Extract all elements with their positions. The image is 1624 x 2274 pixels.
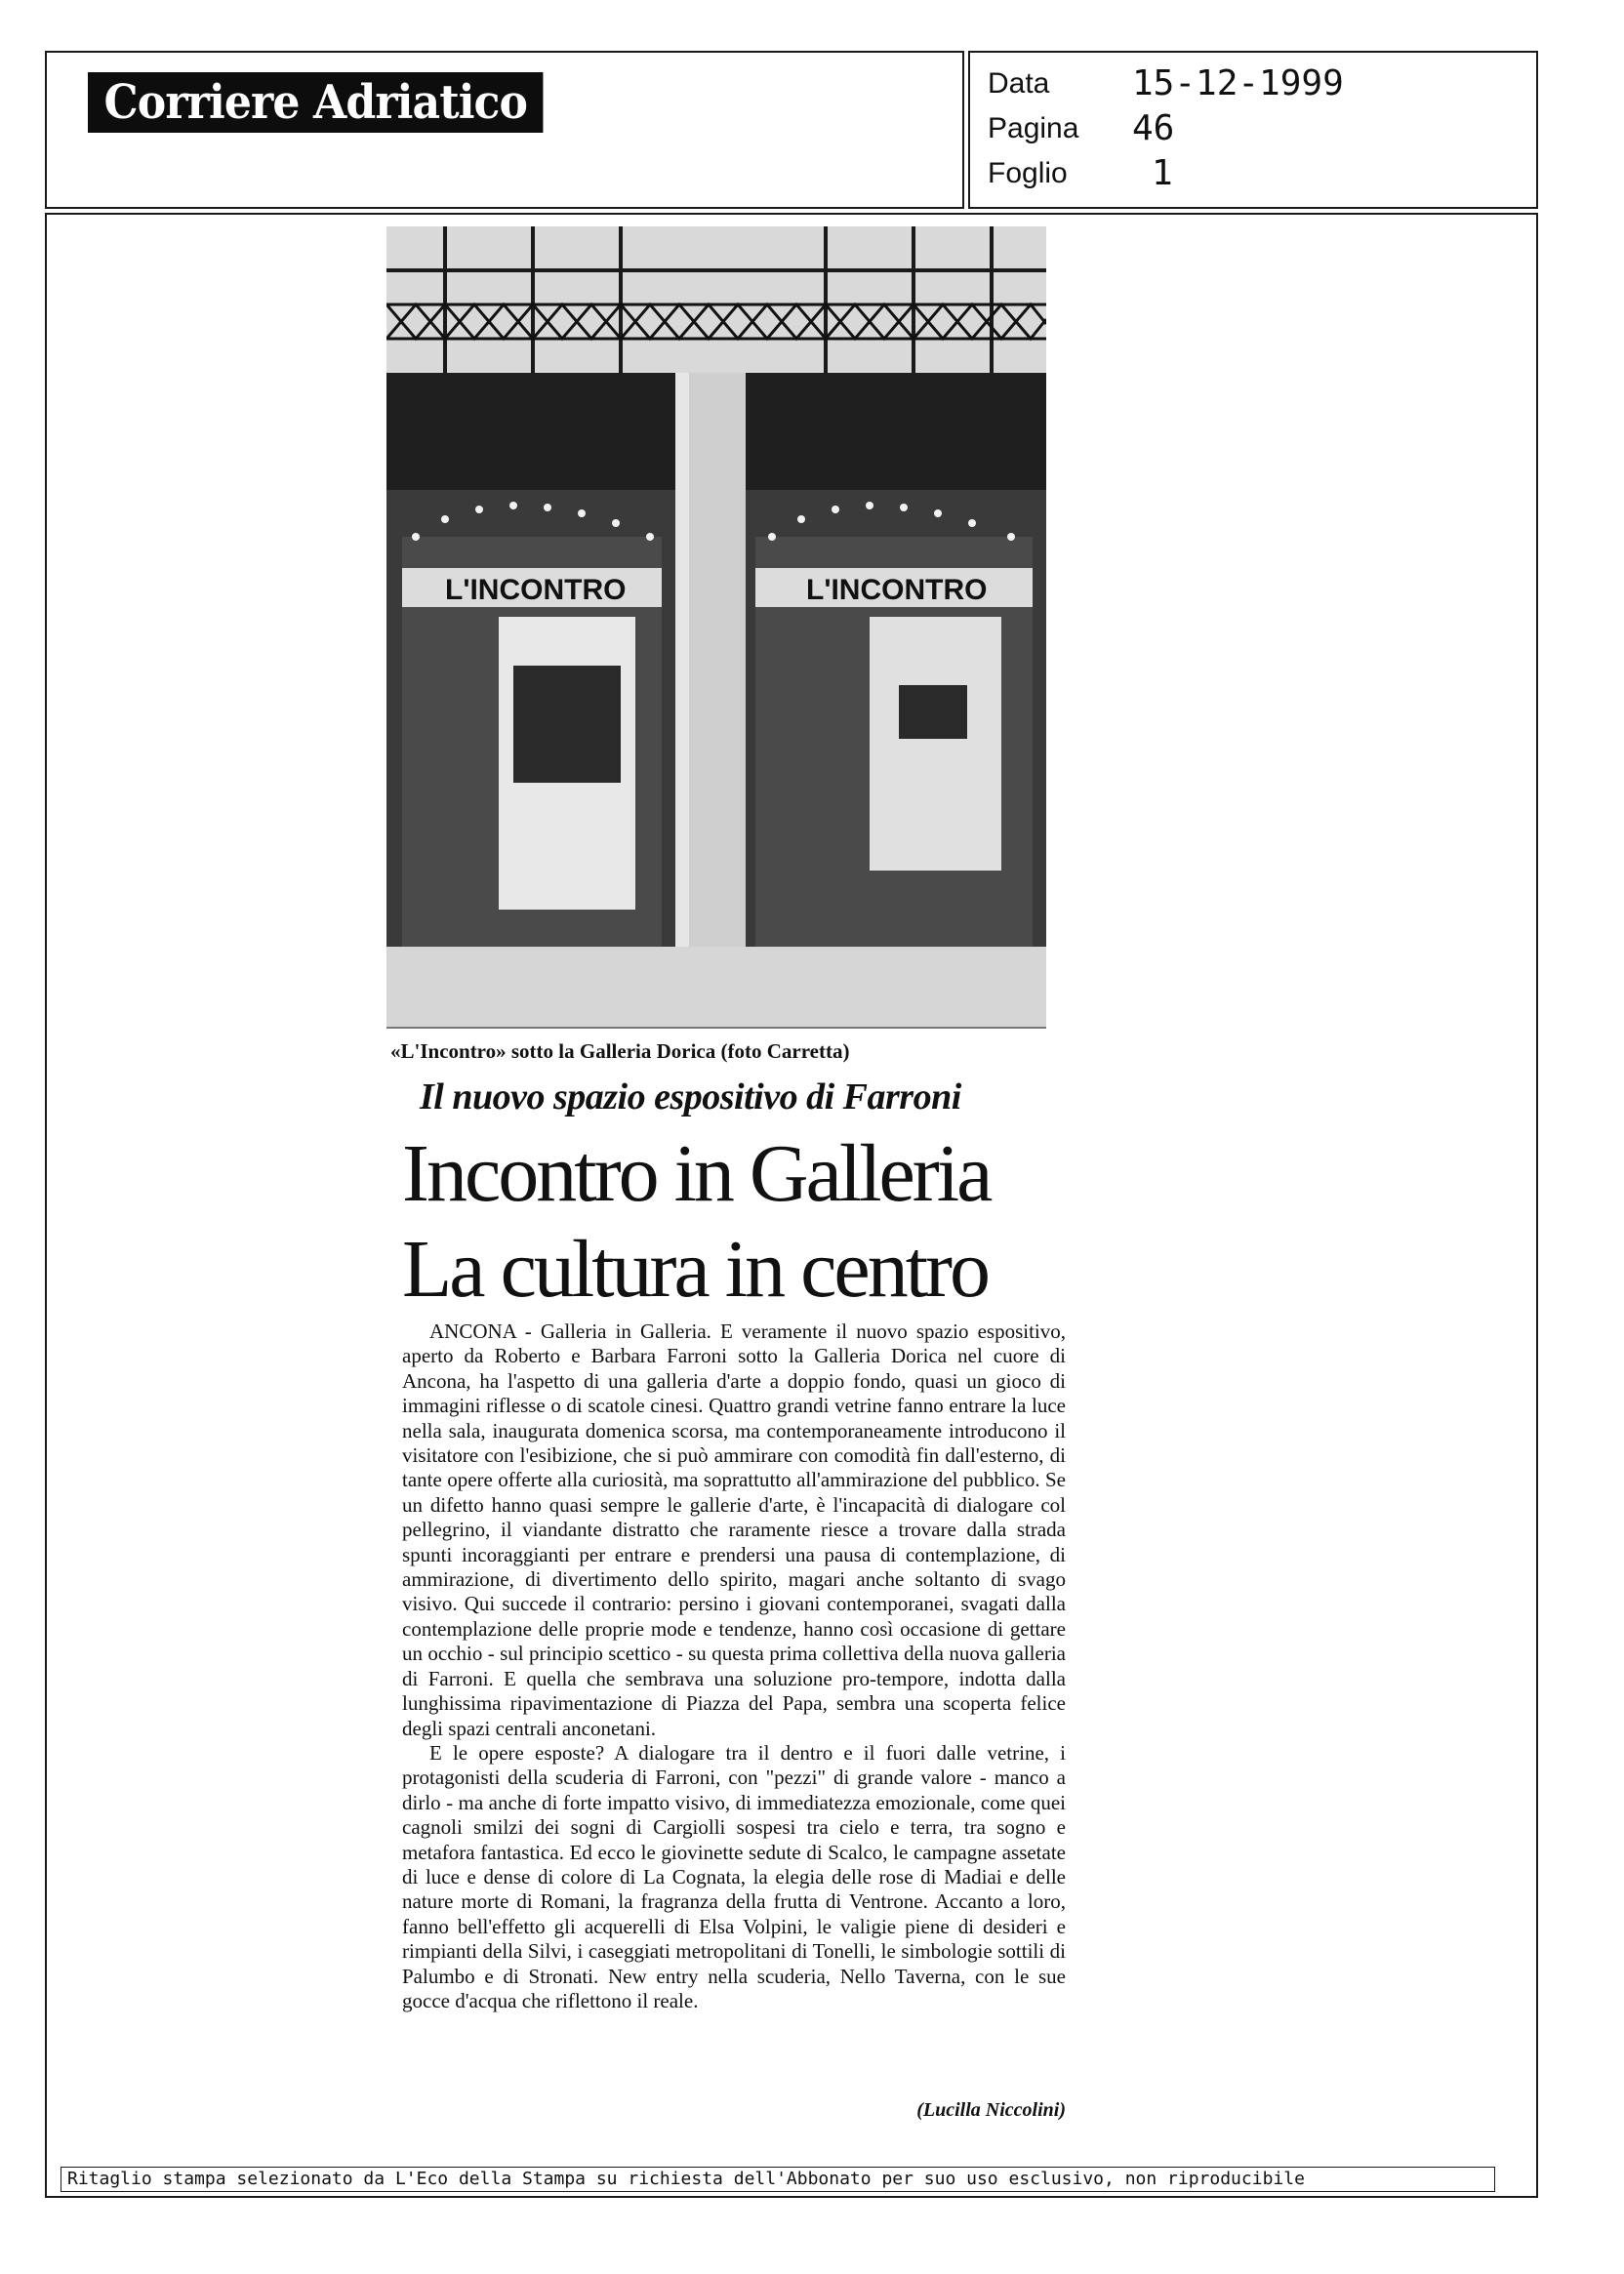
article-kicker: Il nuovo spazio espositivo di Farroni xyxy=(420,1076,961,1117)
photo-caption: «L'Incontro» sotto la Galleria Dorica (foto Carretta) xyxy=(390,1039,850,1063)
sheet-label: Foglio xyxy=(988,157,1068,189)
date-value: 15-12-1999 xyxy=(1132,63,1344,103)
meta-row-page xyxy=(988,107,1515,150)
publication-info-box xyxy=(968,51,1538,209)
page-label: Pagina xyxy=(988,112,1079,144)
gallery-storefront-photo xyxy=(386,226,1046,1029)
sign-left: L'INCONTRO xyxy=(445,574,627,606)
headline-line-1: Incontro in Galleria xyxy=(402,1128,991,1219)
reproduction-notice: Ritaglio stampa selezionato da L'Eco della Stampa su richiesta dell'Abbonato per suo uso esclusivo, non riproducibile xyxy=(61,2167,1495,2192)
article-byline: (Lucilla Niccolini) xyxy=(916,2099,1066,2121)
page-value: 46 xyxy=(1132,108,1175,148)
meta-row-date xyxy=(988,62,1515,105)
article-paragraph-1: ANCONA - Galleria in Galleria. E veramente il nuovo spazio espositivo, aperto da Roberto e Barbara Farroni sotto la Galleria Dorica nel cuore di Ancona, ha l'aspetto di una galleria d'arte a doppio fondo, quasi un gioco di immagini riflesse o di scatole cinesi. Quattro grandi vetrine fanno entrare la luce nella sala, inaugurata domenica scorsa, ma contemporaneamente introducono il visitatore con l'esibizione, che si può ammirare con comodità fin dall'esterno, di tante opere offerte alla curiosità, ma soprattutto all'ammirazione del pubblico. Se un difetto hanno quasi sempre le gallerie d'arte, è l'incapacità di dialogare col pellegrino, il viandante distratto che raramente riesce a trovare dalla strada spunti incoraggianti per entrare e prendersi una pausa di contemplazione, di ammirazione, di divertimento dello spirito, magari anche soltanto di svago visivo. Qui succede il contrario: persino i giovani contemporanei, svagati dalla contemplazione delle proprie mode e tendenze, hanno così occasione di gettare un occhio - sul principio scettico - su questa prima collettiva della nuova galleria di Farroni. E quella che sembrava una soluzione pro-tempore, indotta dalla lunghissima ripavimentazione di Piazza del Papa, sembra una scoperta felice degli spazi centrali anconetani. xyxy=(402,1320,1066,1740)
storefront-illustration xyxy=(386,226,1046,1027)
meta-row-sheet xyxy=(988,152,1515,195)
article-body xyxy=(402,1320,1066,2013)
newspaper-masthead: Corriere Adriatico xyxy=(88,72,544,133)
article-paragraph-2: E le opere esposte? A dialogare tra il dentro e il fuori dalle vetrine, i protagonisti della scuderia di Farroni, con "pezzi" di grande valore - manco a dirlo - ma anche di forte impatto visivo, di immediatezza emozionale, come quei cagnoli smilzi dei sogni di Cargiolli sospesi tra cielo e terra, tra sogno e metafora fantastica. Ed ecco le giovinette sedute di Scalco, le campagne assetate di luce e dense di colore di La Cognata, la elegia delle rose di Madiai e delle nature morte di Romani, la fragranza della frutta di Ventrone. Accanto a loro, fanno bell'effetto gli acquerelli di Elsa Volpini, le valigie piene di desideri e rimpianti della Silvi, i caseggiati metropolitani di Tonelli, le simbologie sottili di Palumbo e di Stronati. New entry nella scuderia, Nello Taverna, con le sue gocce d'acqua che riflettono il reale. xyxy=(402,1740,1066,2012)
sign-right: L'INCONTRO xyxy=(806,574,988,606)
headline-line-2: La cultura in centro xyxy=(402,1224,989,1315)
masthead-box xyxy=(45,51,964,209)
sheet-value: 1 xyxy=(1152,153,1173,193)
date-label: Data xyxy=(988,67,1050,100)
